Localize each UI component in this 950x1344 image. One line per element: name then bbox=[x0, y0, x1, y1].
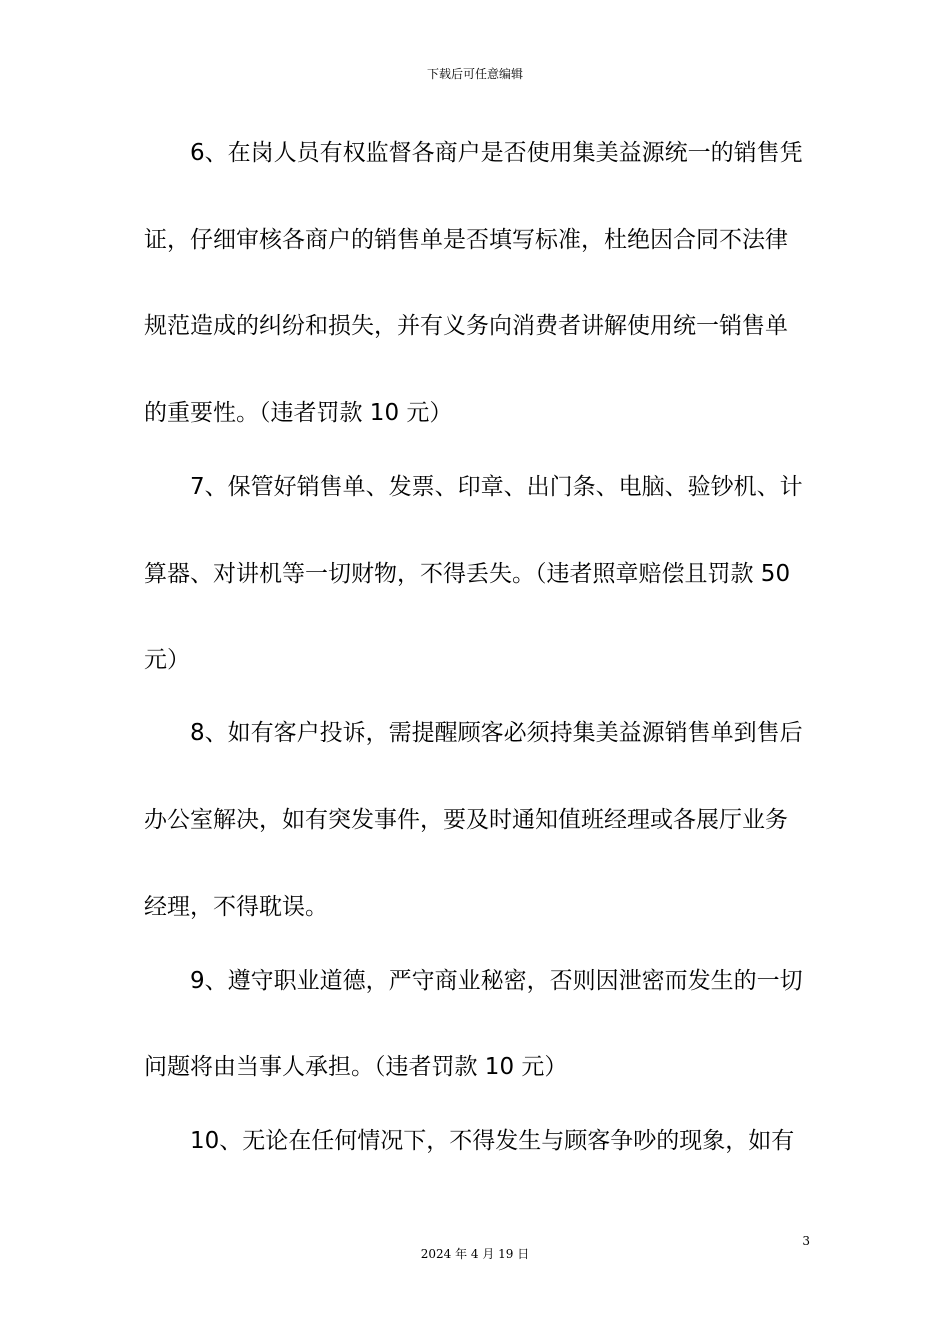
body-line: 规范造成的纠纷和损失，并有义务向消费者讲解使用统一销售单 bbox=[144, 313, 788, 339]
body-line: 10、无论在任何情况下，不得发生与顾客争吵的现象，如有 bbox=[190, 1128, 795, 1154]
page-number: 3 bbox=[802, 1234, 810, 1248]
body-line: 办公室解决，如有突发事件，要及时通知值班经理或各展厅业务 bbox=[144, 807, 788, 833]
body-line: 证，仔细审核各商户的销售单是否填写标准，杜绝因合同不法律 bbox=[144, 227, 788, 253]
page-header: 下载后可任意编辑 bbox=[426, 67, 523, 81]
body-line: 8、如有客户投诉，需提醒顾客必须持集美益源销售单到售后 bbox=[190, 720, 803, 746]
body-line: 7、保管好销售单、发票、印章、出门条、电脑、验钞机、计 bbox=[190, 474, 803, 500]
body-line: 算器、对讲机等一切财物，不得丢失。（违者照章赔偿且罚款 50 bbox=[144, 561, 791, 587]
body-line: 的重要性。（违者罚款 10 元） bbox=[144, 400, 453, 426]
body-line: 6、在岗人员有权监督各商户是否使用集美益源统一的销售凭 bbox=[190, 140, 803, 166]
body-line: 9、遵守职业道德，严守商业秘密，否则因泄密而发生的一切 bbox=[190, 968, 803, 994]
footer-date: 2024 年 4 月 19 日 bbox=[420, 1247, 530, 1261]
body-line: 元） bbox=[144, 647, 190, 673]
body-line: 问题将由当事人承担。（违者罚款 10 元） bbox=[144, 1054, 568, 1080]
body-line: 经理，不得耽误。 bbox=[144, 894, 328, 920]
